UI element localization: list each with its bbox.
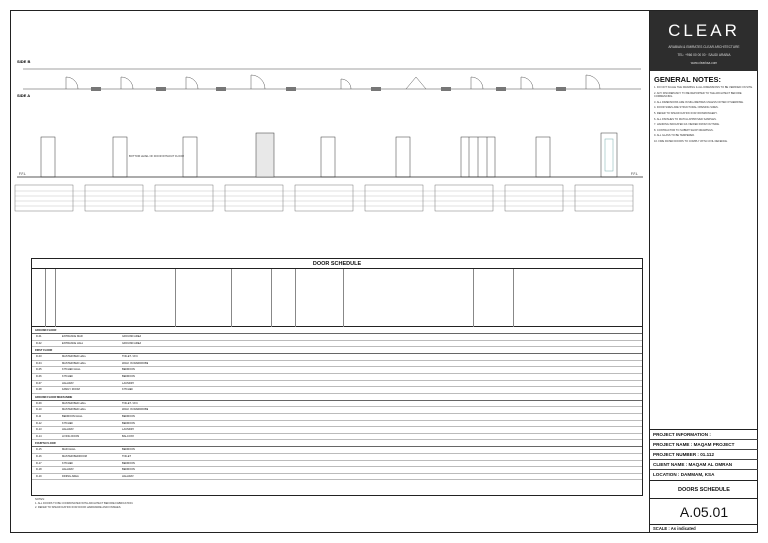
side-a-label: SIDE A [17,93,31,98]
door-id: D-05 [36,368,42,372]
table-row [32,407,642,414]
schedule-body [32,327,642,480]
logo-subtitle: ARABIAN & EMIRATES CLEAR ARCHITECTURE [668,45,740,49]
legend-line: 1. ALL DOORS TO BE COORDINATED WITH ARCHITECT BEFORE FABRICATION. [35,501,134,505]
door-id: D-18 [36,468,42,472]
door-plan-view [11,51,649,101]
ffl-label-left: F.F.L [19,172,26,176]
side-b-room: WALK IN WARDROBE [122,361,149,365]
group-row: GROUND FLOOR MEZZANINE [32,394,642,401]
group-row: FIRST FLOOR [32,347,642,354]
ffl-label-right: F.F.L [631,172,638,176]
bottom-level-note: BOTTOM LEVEL OF DOOR WITHOUT FLOOR [129,155,185,158]
side-a-room: HALLWAY [62,381,74,385]
side-b-room: BEDROOM [122,421,136,425]
table-row [32,447,642,454]
side-a-room: KITCHEN [62,421,74,425]
table-row [32,387,642,394]
door-id: D-11 [36,414,42,418]
side-b-room: TOILET [122,454,132,458]
table-row [32,414,642,421]
door-elevations [11,119,649,181]
side-b-room: GROUND AREA [122,341,142,345]
door-id: D-03 [36,355,42,359]
door-schedule-table [31,258,643,496]
table-row [32,467,642,474]
side-a-room: FAMILY ROOM [62,388,80,392]
table-row [32,334,642,341]
sheet-number: A.05.01 [650,498,758,524]
drawing-sheet [10,10,758,533]
logo-subtitle: TEL: +966 00 00 00 · SAUDI ARABIA [677,53,731,57]
door-id: D-08 [36,388,42,392]
project-number: PROJECT NUMBER : 01.112 [650,449,758,459]
project-info-heading: PROJECT INFORMATION : [650,429,758,439]
side-a-room: MAIN HALL [62,448,76,452]
sheet-title: DOORS SCHEDULE [650,480,758,498]
table-row [32,361,642,368]
general-notes [654,75,754,144]
table-row [32,427,642,434]
table-row [32,367,642,374]
side-b-room: TOILET / W.C [122,401,139,405]
drawing-area [11,11,649,532]
side-a-room: BEDROOM HALL [62,414,83,418]
note-item: 1. DO NOT SCALE THE DRAWING & ALL DIMENSIONS TO BE VERIFIED ON SITE. [654,86,753,89]
side-a-room: ENTRANCE MAIN [62,335,84,338]
door-id: D-17 [36,461,42,465]
schedule-title: DOOR SCHEDULE [32,259,642,269]
door-id: D-16 [36,454,42,458]
table-row [32,341,642,348]
note-item: 9. ALL GLASS TO BE TEMPERED. [654,134,695,138]
door-id: D-19 [36,474,42,478]
schedule-header [32,269,642,327]
table-row [32,354,642,361]
side-a-room: HALLWAY [62,428,74,432]
door-id: D-06 [36,374,42,378]
note-item: 6. ALL FINISHES TO MATCH APPROVED SAMPLES. [654,117,717,121]
note-item: 7. HANDING INDICATED AS VIEWED FROM OUTSIDE. [654,123,720,127]
side-b-room: TOILET / W.C [122,355,139,359]
side-a-room: ENTRANCE HALL [62,341,84,345]
table-row [32,421,642,428]
door-id: D-13 [36,428,42,432]
door-id: D-14 [36,434,42,438]
side-b-room: BEDROOM [122,374,136,378]
side-b-room: WALK IN WARDROBE [122,408,149,412]
note-item: 8. CONTRACTOR TO SUBMIT SHOP DRAWINGS. [654,128,714,132]
side-b-room: GROUND AREA [122,335,142,338]
door-spec-tables [11,183,649,213]
side-b-room: HALLWAY [122,474,134,478]
side-a-room: MASTER BEDROOM [62,454,87,458]
side-a-room: MASTER BED HALL [62,361,87,365]
side-b-room: BALCONY [122,434,135,438]
side-b-room: BEDROOM [122,448,136,452]
legend-title: NOTES: [35,498,45,501]
schedule-legend [31,497,643,515]
door-id: D-01 [36,335,42,338]
logo-wordmark: CLEAR [668,21,740,40]
side-b-room: BEDROOM [122,468,136,472]
side-a-room: DINING AREA [62,474,79,478]
side-a-room: HALLWAY [62,468,74,472]
side-b-room: LAUNDRY [122,428,135,432]
table-row [32,474,642,481]
side-a-room: KITCHEN [62,374,74,378]
side-b-room: KITCHEN [122,388,134,392]
side-b-room: BEDROOM [122,368,136,372]
project-name: PROJECT NAME : MAQAM PROJECT [650,439,758,449]
door-id: D-04 [36,361,42,365]
title-block [649,11,757,532]
side-b-label: SIDE B [17,59,31,64]
side-a-room: MASTER BED HALL [62,408,87,412]
group-row: GROUND FLOOR [32,327,642,334]
company-logo [650,11,758,71]
notes-title: GENERAL NOTES: [654,75,721,84]
door-id: D-02 [36,341,42,345]
side-a-room: KITCHEN [62,461,74,465]
side-b-room: BEDROOM [122,461,136,465]
door-id: D-10 [36,408,42,412]
door-id: D-12 [36,421,42,425]
sheet-scale: SCALE : As indicated [650,524,758,532]
side-a-room: KITCHEN HALL [62,368,81,372]
project-location: LOCATION : DAMMAM, KSA [650,469,758,479]
door-id: D-07 [36,381,42,385]
side-b-room: LAUNDRY [122,381,135,385]
legend-line: 2. REFER TO SPECIFICATION FOR DOOR HARDWARE AND FINISHES. [35,505,122,509]
table-row [32,374,642,381]
logo-website: www.clearksa.com [690,61,718,65]
table-row [32,454,642,461]
table-row [32,381,642,388]
door-id: D-15 [36,448,42,452]
table-row [32,401,642,408]
note-item: 2. ANY DISCREPANCY TO BE REPORTED TO THE ARCHITECT BEFORE COMMENCING. [654,91,742,99]
side-b-room: BEDROOM [122,414,136,418]
note-item: 3. ALL DIMENSIONS ARE IN MILLIMETRES UNLESS NOTED OTHERWISE. [654,100,744,104]
group-row: FOURTH FLOOR [32,440,642,447]
table-row [32,461,642,468]
side-a-room: LIVING ROOM [62,434,80,438]
side-a-room: MASTER BED HALL [62,401,87,405]
client-name: CLIENT NAME : MAQAM AL OMRAN [650,459,758,469]
note-item: 10. FIRE RATED DOORS TO COMPLY WITH CIVIL DEFENCE. [654,139,728,143]
note-item: 4. DOOR SIZES ARE STRUCTURAL OPENING SIZES. [654,106,719,110]
door-id: D-09 [36,401,42,405]
note-item: 5. REFER TO SPECIFICATION FOR IRONMONGERY. [654,111,718,115]
side-a-room: MASTER BED HALL [62,355,87,359]
table-row [32,434,642,441]
